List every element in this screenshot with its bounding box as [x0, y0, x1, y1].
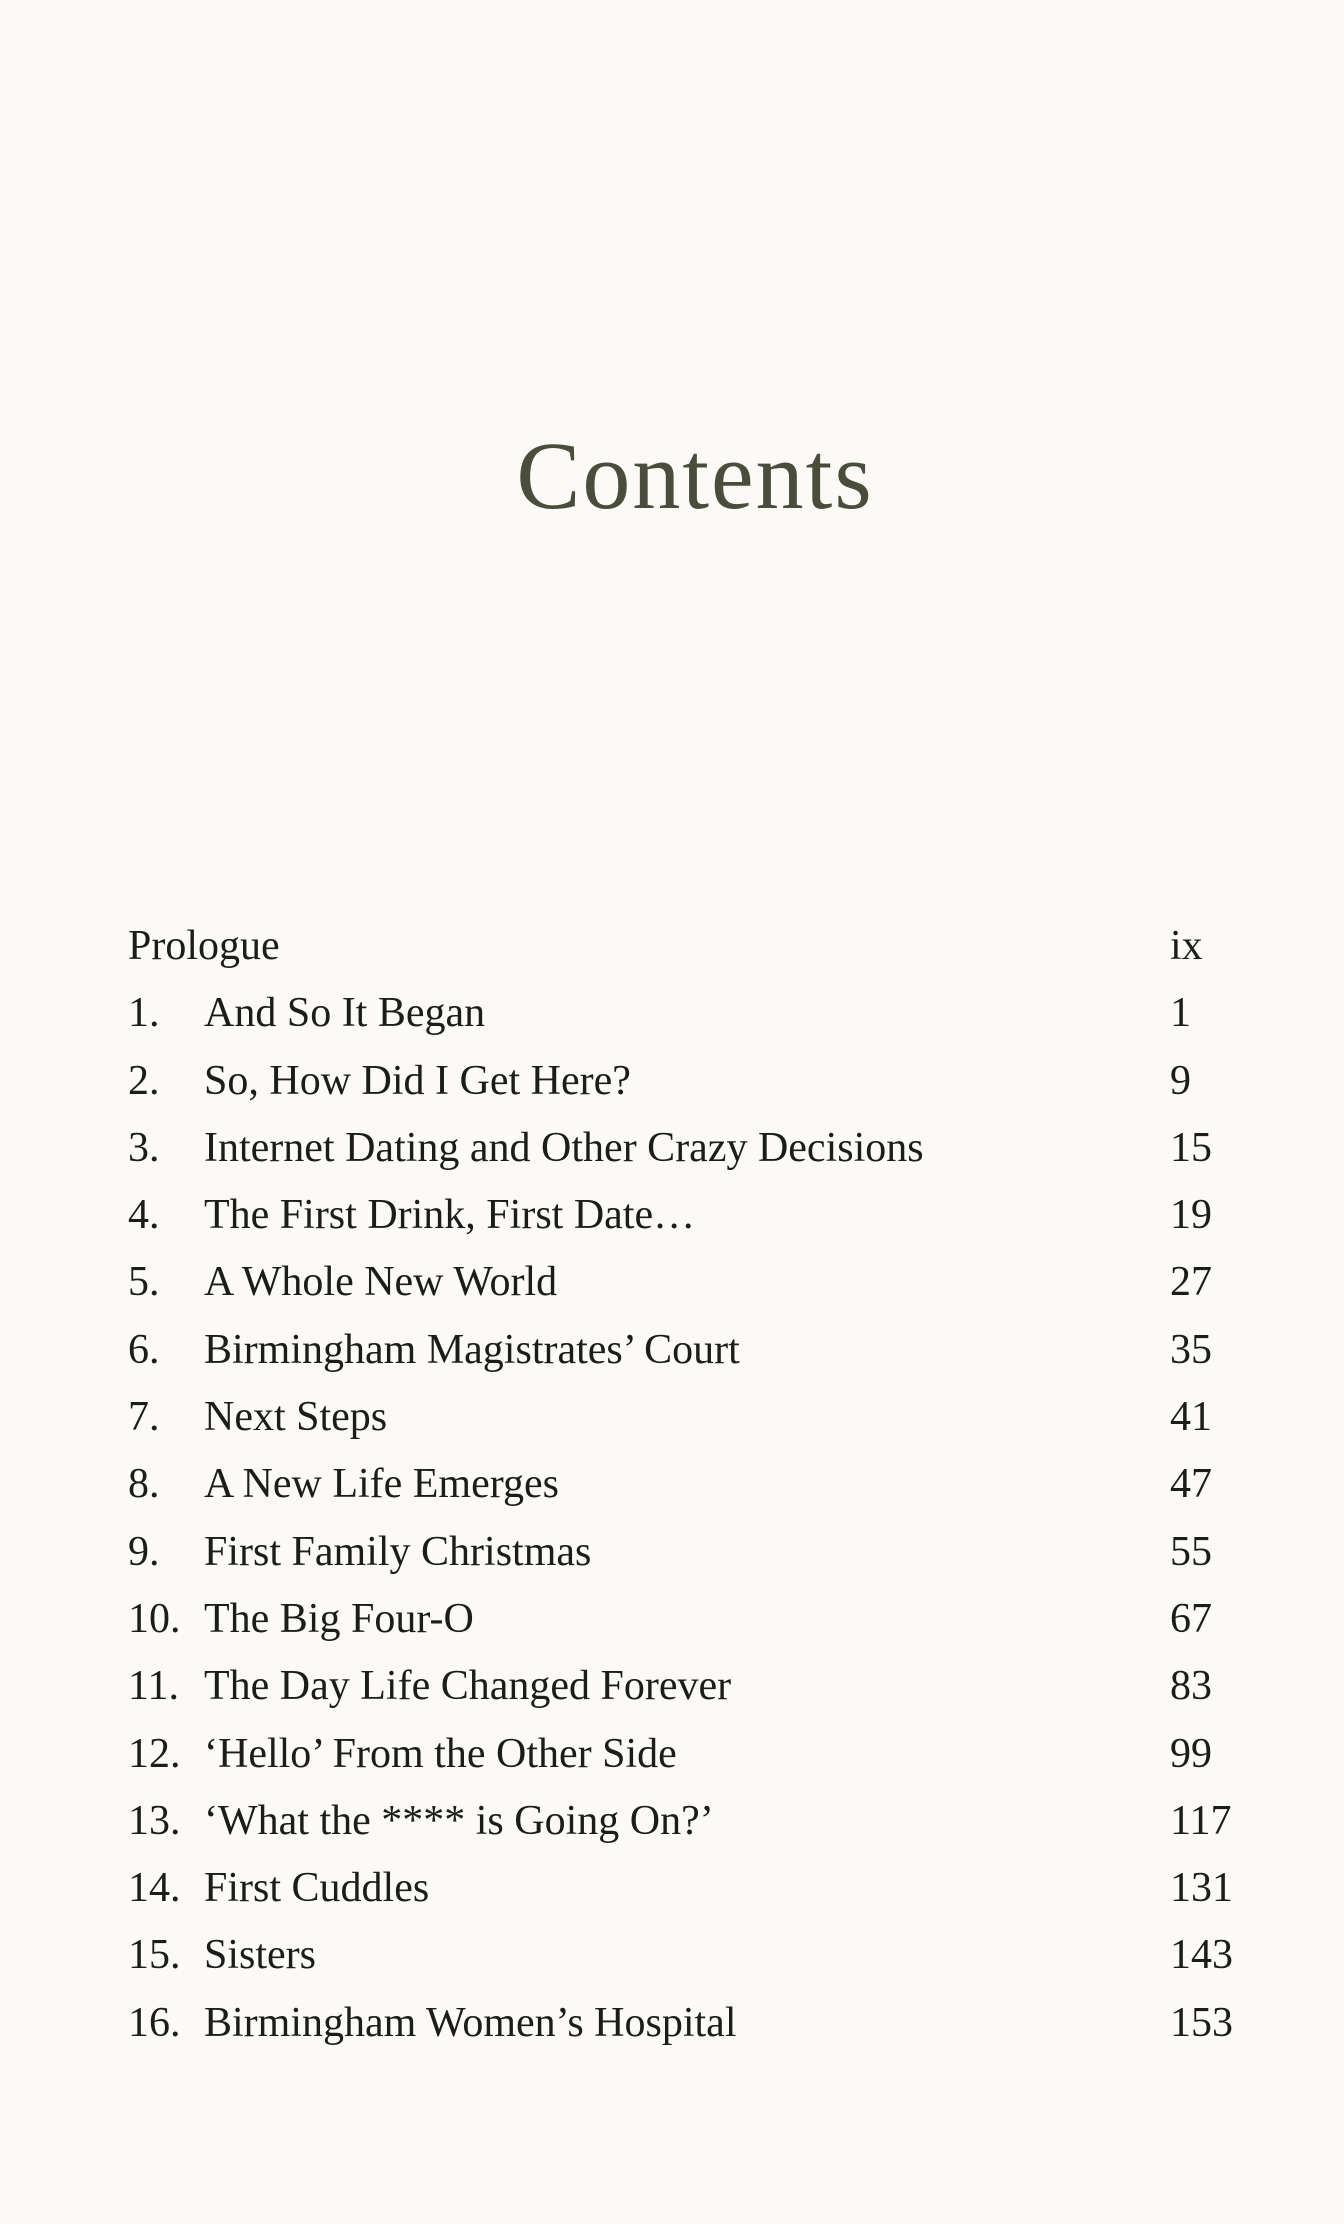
- toc-entry-page: 27: [1170, 1259, 1212, 1306]
- toc-entry-page: 99: [1170, 1730, 1212, 1777]
- toc-entry-page: 1: [1170, 990, 1191, 1037]
- toc-entry-title: A New Life Emerges: [204, 1461, 559, 1508]
- toc-entry-page: 153: [1170, 1999, 1233, 2046]
- toc-entry-number: 2.: [128, 1057, 160, 1104]
- toc-entry-page: 9: [1170, 1057, 1191, 1104]
- toc-entry: [128, 1388, 1238, 1455]
- toc-entry-title: ‘Hello’ From the Other Side: [204, 1730, 677, 1777]
- toc-entry: [128, 1253, 1238, 1320]
- toc-entry-number: 15.: [128, 1932, 181, 1979]
- toc-entry-title: Internet Dating and Other Crazy Decisions: [204, 1124, 924, 1171]
- toc-entry-number: 14.: [128, 1865, 181, 1912]
- toc-entry-title: First Cuddles: [204, 1865, 430, 1912]
- toc-entry-number: 1.: [128, 990, 160, 1037]
- toc-entry: [128, 1994, 1238, 2061]
- toc-entry-title: And So It Began: [204, 990, 486, 1037]
- toc-entry-title: Prologue: [128, 923, 280, 969]
- toc-entry-title: The Day Life Changed Forever: [204, 1663, 732, 1710]
- toc-entry-number: 5.: [128, 1259, 160, 1306]
- toc-entry: [128, 1119, 1238, 1186]
- toc-entry-number: 10.: [128, 1595, 181, 1642]
- toc-entry: [128, 1792, 1238, 1859]
- toc-entry-page: 117: [1170, 1797, 1232, 1844]
- toc-entry-page: 47: [1170, 1461, 1212, 1508]
- toc-entry-page: 83: [1170, 1663, 1212, 1710]
- toc-entry-title: Sisters: [204, 1932, 317, 1979]
- toc-entry-title: So, How Did I Get Here?: [204, 1057, 631, 1104]
- toc-entry-number: 4.: [128, 1192, 160, 1239]
- toc-entry: [128, 1725, 1238, 1792]
- toc-entry-page: 143: [1170, 1932, 1233, 1979]
- toc-entry: [128, 1859, 1238, 1926]
- toc-entry: [128, 984, 1238, 1051]
- toc-entry-page: 19: [1170, 1192, 1212, 1239]
- toc-entry: [128, 1321, 1238, 1388]
- toc-entry-page: ix: [1170, 923, 1203, 969]
- toc-entry-number: 9.: [128, 1528, 160, 1575]
- toc-entry-title: The First Drink, First Date…: [204, 1192, 696, 1239]
- toc-entry-number: 13.: [128, 1797, 181, 1844]
- toc-entry-number: 11.: [128, 1663, 179, 1710]
- toc-entry: [128, 1052, 1238, 1119]
- toc-entry-title: First Family Christmas: [204, 1528, 592, 1575]
- toc-entry-number: 16.: [128, 1999, 181, 2046]
- toc-entry: [128, 1523, 1238, 1590]
- toc-entry-number: 3.: [128, 1124, 160, 1171]
- toc-entry-page: 35: [1170, 1326, 1212, 1373]
- toc-entry-title: A Whole New World: [204, 1259, 558, 1306]
- toc-entry: [128, 1926, 1238, 1993]
- toc-entry-title: Birmingham Women’s Hospital: [204, 1999, 737, 2046]
- toc-entry-page: 67: [1170, 1595, 1212, 1642]
- toc-entry-number: 7.: [128, 1394, 160, 1441]
- table-of-contents: [128, 917, 1238, 2061]
- toc-entry: [128, 1186, 1238, 1253]
- toc-entry-number: 12.: [128, 1730, 181, 1777]
- toc-entry: [128, 917, 1238, 984]
- toc-entry-title: The Big Four-O: [204, 1595, 474, 1642]
- toc-entry-page: 41: [1170, 1394, 1212, 1441]
- toc-entry-page: 131: [1170, 1865, 1233, 1912]
- toc-entry: [128, 1657, 1238, 1724]
- toc-entry-number: 6.: [128, 1326, 160, 1373]
- toc-entry: [128, 1590, 1238, 1657]
- toc-entry-title: ‘What the **** is Going On?’: [204, 1797, 714, 1844]
- toc-entry-number: 8.: [128, 1461, 160, 1508]
- toc-entry: [128, 1455, 1238, 1522]
- toc-entry-page: 55: [1170, 1528, 1212, 1575]
- toc-entry-title: Birmingham Magistrates’ Court: [204, 1326, 740, 1373]
- toc-entry-page: 15: [1170, 1124, 1212, 1171]
- toc-entry-title: Next Steps: [204, 1394, 388, 1441]
- page-title: Contents: [516, 422, 874, 529]
